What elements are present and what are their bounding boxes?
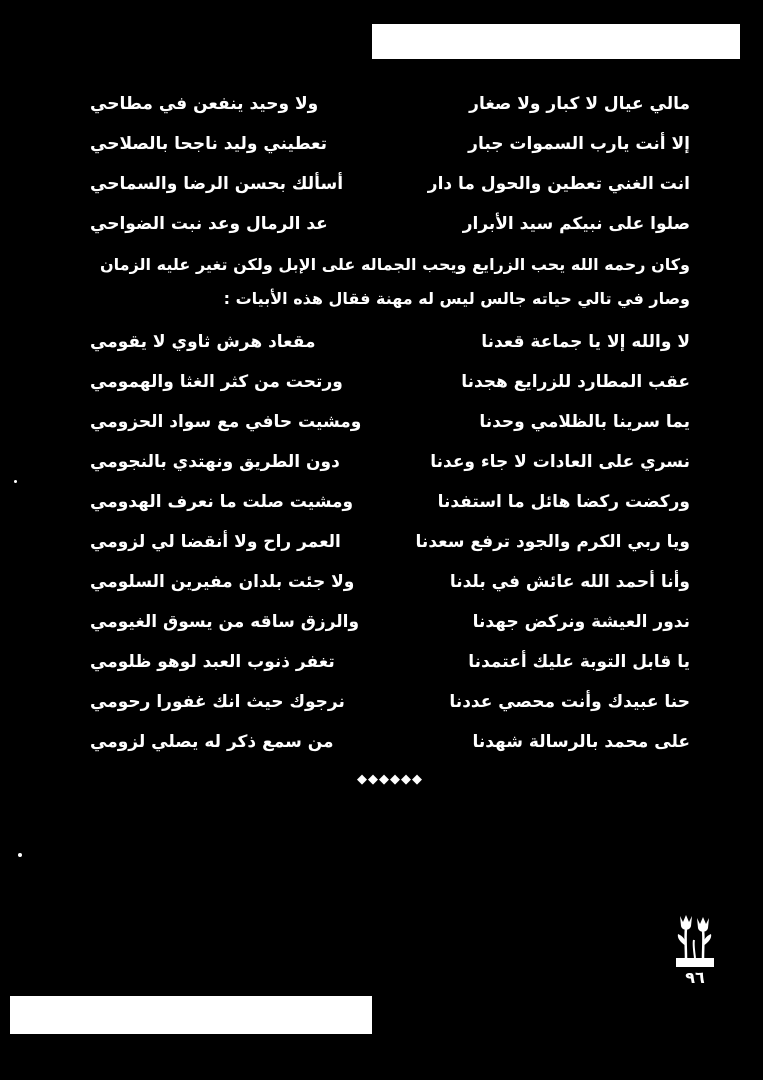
verse-first-hemistich: مالي عيال لا كبار ولا صغار bbox=[469, 94, 690, 114]
verse-line bbox=[90, 442, 690, 482]
separator-stars: ◆◆◆◆◆◆ bbox=[357, 772, 423, 787]
verse-line bbox=[90, 362, 690, 402]
verse-second-hemistich: دون الطريق ونهتدي بالنجومي bbox=[90, 452, 340, 472]
verse-second-hemistich: نرجوك حيث انك غفورا رحومي bbox=[90, 692, 345, 712]
verse-line bbox=[90, 602, 690, 642]
verse-line bbox=[90, 522, 690, 562]
page-content bbox=[90, 84, 690, 787]
verse-line bbox=[90, 204, 690, 244]
verse-line bbox=[90, 682, 690, 722]
scan-speck bbox=[14, 480, 17, 483]
verse-first-hemistich: انت الغني تعطين والحول ما دار bbox=[427, 174, 690, 194]
verse-second-hemistich: عد الرمال وعد نبت الضواحي bbox=[90, 214, 328, 234]
verse-second-hemistich: تعطيني وليد ناجحا بالصلاحي bbox=[90, 134, 327, 154]
verse-first-hemistich: نسري على العادات لا جاء وعدنا bbox=[430, 452, 690, 472]
verse-second-hemistich: ولا وحيد ينفعن في مطاحي bbox=[90, 94, 319, 114]
verse-first-hemistich: يما سرينا بالظلامي وحدنا bbox=[479, 412, 690, 432]
poem-part-1 bbox=[90, 84, 690, 244]
verse-line bbox=[90, 164, 690, 204]
verse-line bbox=[90, 402, 690, 442]
verse-first-hemistich: على محمد بالرسالة شهدنا bbox=[472, 732, 690, 752]
verse-line bbox=[90, 124, 690, 164]
verse-line bbox=[90, 722, 690, 762]
verse-line bbox=[90, 84, 690, 124]
scan-speck bbox=[18, 853, 22, 857]
top-white-bar bbox=[372, 24, 740, 59]
prose-paragraph: وكان رحمه الله يحب الزرايع ويحب الجماله على الإبل ولكن تغير عليه الزمان وصار في تالي حياته جالس ليس له مهنة فقال هذه الأبيات : bbox=[100, 255, 690, 308]
verse-line bbox=[90, 482, 690, 522]
verse-line bbox=[90, 562, 690, 602]
verse-second-hemistich: مقعاد هرش ثاوي لا يقومي bbox=[90, 332, 316, 352]
verse-second-hemistich: أسألك بحسن الرضا والسماحي bbox=[90, 174, 344, 194]
verse-second-hemistich: ولا جئت بلدان مفيرين السلومي bbox=[90, 572, 355, 592]
verse-second-hemistich: ورتحت من كثر الغثا والهمومي bbox=[90, 372, 343, 392]
verse-second-hemistich: العمر راح ولا أنقضا لي لزومي bbox=[90, 532, 341, 552]
verse-second-hemistich: تغفر ذنوب العبد لوهو ظلومي bbox=[90, 652, 335, 672]
verse-first-hemistich: وأنا أحمد الله عائش في بلدنا bbox=[449, 572, 690, 592]
verse-second-hemistich: والرزق ساقه من يسوق الغيومي bbox=[90, 612, 360, 632]
verse-second-hemistich: ومشيت صلت ما نعرف الهدومي bbox=[90, 492, 354, 512]
tulip-flowers-icon bbox=[672, 912, 718, 970]
verse-first-hemistich: ويا ربي الكرم والجود ترفع سعدنا bbox=[415, 532, 690, 552]
verse-first-hemistich: عقب المطارد للزرايع هجدنا bbox=[461, 372, 690, 392]
verse-first-hemistich: حنا عبيدك وأنت محصي عددنا bbox=[449, 692, 690, 712]
poem-part-2 bbox=[90, 322, 690, 762]
verse-first-hemistich: صلوا على نبيكم سيد الأبرار bbox=[462, 214, 690, 234]
verse-first-hemistich: لا والله إلا يا جماعة قعدنا bbox=[481, 332, 690, 352]
verse-line bbox=[90, 322, 690, 362]
verse-first-hemistich: يا قابل التوبة عليك أعتمدنا bbox=[468, 652, 690, 672]
page-number: ٩٦ bbox=[685, 968, 705, 987]
verse-first-hemistich: إلا أنت يارب السموات جبار bbox=[468, 134, 690, 154]
verse-first-hemistich: ندور العيشة ونركض جهدنا bbox=[472, 612, 690, 632]
bottom-white-bar bbox=[10, 996, 372, 1034]
verse-second-hemistich: ومشيت حافي مع سواد الحزومي bbox=[90, 412, 362, 432]
verse-second-hemistich: من سمع ذكر له يصلي لزومي bbox=[90, 732, 334, 752]
verse-line bbox=[90, 642, 690, 682]
verse-first-hemistich: وركضت ركضا هائل ما استفدنا bbox=[437, 492, 690, 512]
